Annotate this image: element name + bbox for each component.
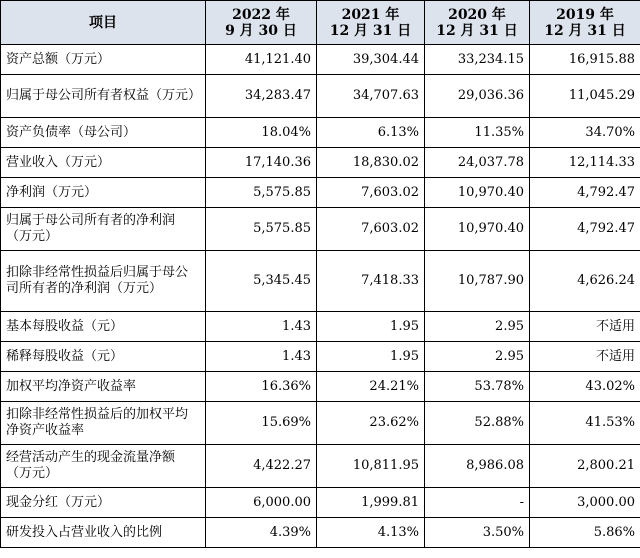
cell-value: 18.04% xyxy=(206,118,317,148)
cell-value: 16,915.88 xyxy=(530,45,640,75)
row-label: 加权平均净资产收益率 xyxy=(1,372,206,402)
cell-value: 24,037.78 xyxy=(425,148,530,178)
cell-value: 5,345.45 xyxy=(206,251,317,312)
row-label: 扣除非经常性损益后归属于母公司所有者的净利润（万元） xyxy=(1,251,206,312)
cell-value: 33,234.15 xyxy=(425,45,530,75)
cell-value: 11.35% xyxy=(425,118,530,148)
cell-value: 1.95 xyxy=(317,312,425,342)
row-label: 归属于母公司所有者权益（万元） xyxy=(1,75,206,118)
cell-value: 不适用 xyxy=(530,312,640,342)
row-label: 基本每股收益（元） xyxy=(1,312,206,342)
cell-value: 34,707.63 xyxy=(317,75,425,118)
cell-value: 34.70% xyxy=(530,118,640,148)
table-row xyxy=(1,148,640,178)
cell-value: 11,045.29 xyxy=(530,75,640,118)
cell-value: 23.62% xyxy=(317,402,425,445)
table-row xyxy=(1,208,640,251)
cell-value: 1.43 xyxy=(206,342,317,372)
table-row xyxy=(1,518,640,548)
table-row xyxy=(1,342,640,372)
cell-value: 17,140.36 xyxy=(206,148,317,178)
cell-value: 2.95 xyxy=(425,342,530,372)
cell-value: 34,283.47 xyxy=(206,75,317,118)
header-item xyxy=(1,1,206,45)
cell-value: 4,626.24 xyxy=(530,251,640,312)
cell-value: 不适用 xyxy=(530,342,640,372)
header-year: 2021 年 xyxy=(341,6,400,23)
cell-value: 43.02% xyxy=(530,372,640,402)
cell-value: 6,000.00 xyxy=(206,488,317,518)
cell-value: 4,792.47 xyxy=(530,178,640,208)
cell-value: 4,792.47 xyxy=(530,208,640,251)
cell-value: 10,787.90 xyxy=(425,251,530,312)
row-label: 资产负债率（母公司） xyxy=(1,118,206,148)
cell-value: - xyxy=(425,488,530,518)
cell-value: 41.53% xyxy=(530,402,640,445)
cell-value: 6.13% xyxy=(317,118,425,148)
cell-value: 4,422.27 xyxy=(206,445,317,488)
table-row xyxy=(1,45,640,75)
cell-value: 3.50% xyxy=(425,518,530,548)
table-row xyxy=(1,118,640,148)
cell-value: 5.86% xyxy=(530,518,640,548)
cell-value: 2.95 xyxy=(425,312,530,342)
cell-value: 39,304.44 xyxy=(317,45,425,75)
header-date: 12 月 31 日 xyxy=(329,22,412,39)
table-row xyxy=(1,312,640,342)
cell-value: 15.69% xyxy=(206,402,317,445)
cell-value: 5,575.85 xyxy=(206,178,317,208)
row-label: 经营活动产生的现金流量净额（万元） xyxy=(1,445,206,488)
table-row xyxy=(1,178,640,208)
header-date: 12 月 31 日 xyxy=(436,22,518,39)
cell-value: 12,114.33 xyxy=(530,148,640,178)
row-label: 现金分红（万元） xyxy=(1,488,206,518)
row-label: 扣除非经常性损益后的加权平均净资产收益率 xyxy=(1,402,206,445)
table-row xyxy=(1,75,640,118)
header-year: 2019 年 xyxy=(556,6,614,23)
cell-value: 18,830.02 xyxy=(317,148,425,178)
header-year: 2022 年 xyxy=(232,6,290,23)
header-date: 12 月 31 日 xyxy=(544,22,626,39)
cell-value: 5,575.85 xyxy=(206,208,317,251)
cell-value: 7,603.02 xyxy=(317,208,425,251)
header-row xyxy=(1,1,640,45)
row-label: 稀释每股收益（元） xyxy=(1,342,206,372)
row-label: 资产总额（万元） xyxy=(1,45,206,75)
cell-value: 1.95 xyxy=(317,342,425,372)
table-row xyxy=(1,488,640,518)
cell-value: 24.21% xyxy=(317,372,425,402)
row-label: 研发投入占营业收入的比例 xyxy=(1,518,206,548)
cell-value: 10,970.40 xyxy=(425,208,530,251)
row-label: 归属于母公司所有者的净利润（万元） xyxy=(1,208,206,251)
cell-value: 8,986.08 xyxy=(425,445,530,488)
cell-value: 1.43 xyxy=(206,312,317,342)
cell-value: 10,970.40 xyxy=(425,178,530,208)
cell-value: 41,121.40 xyxy=(206,45,317,75)
header-year: 2020 年 xyxy=(448,6,506,23)
cell-value: 3,000.00 xyxy=(530,488,640,518)
table-row xyxy=(1,402,640,445)
header-2022-q3 xyxy=(206,1,317,45)
cell-value: 7,418.33 xyxy=(317,251,425,312)
cell-value: 1,999.81 xyxy=(317,488,425,518)
cell-value: 4.39% xyxy=(206,518,317,548)
header-2020 xyxy=(425,1,530,45)
row-label: 净利润（万元） xyxy=(1,178,206,208)
header-2019 xyxy=(530,1,640,45)
cell-value: 16.36% xyxy=(206,372,317,402)
cell-value: 53.78% xyxy=(425,372,530,402)
cell-value: 7,603.02 xyxy=(317,178,425,208)
header-label: 项目 xyxy=(89,14,117,31)
cell-value: 52.88% xyxy=(425,402,530,445)
table-row xyxy=(1,251,640,312)
cell-value: 29,036.36 xyxy=(425,75,530,118)
row-label: 营业收入（万元） xyxy=(1,148,206,178)
header-date: 9 月 30 日 xyxy=(225,22,297,39)
table-row xyxy=(1,445,640,488)
cell-value: 2,800.21 xyxy=(530,445,640,488)
cell-value: 10,811.95 xyxy=(317,445,425,488)
header-2021 xyxy=(317,1,425,45)
table-row xyxy=(1,372,640,402)
cell-value: 4.13% xyxy=(317,518,425,548)
